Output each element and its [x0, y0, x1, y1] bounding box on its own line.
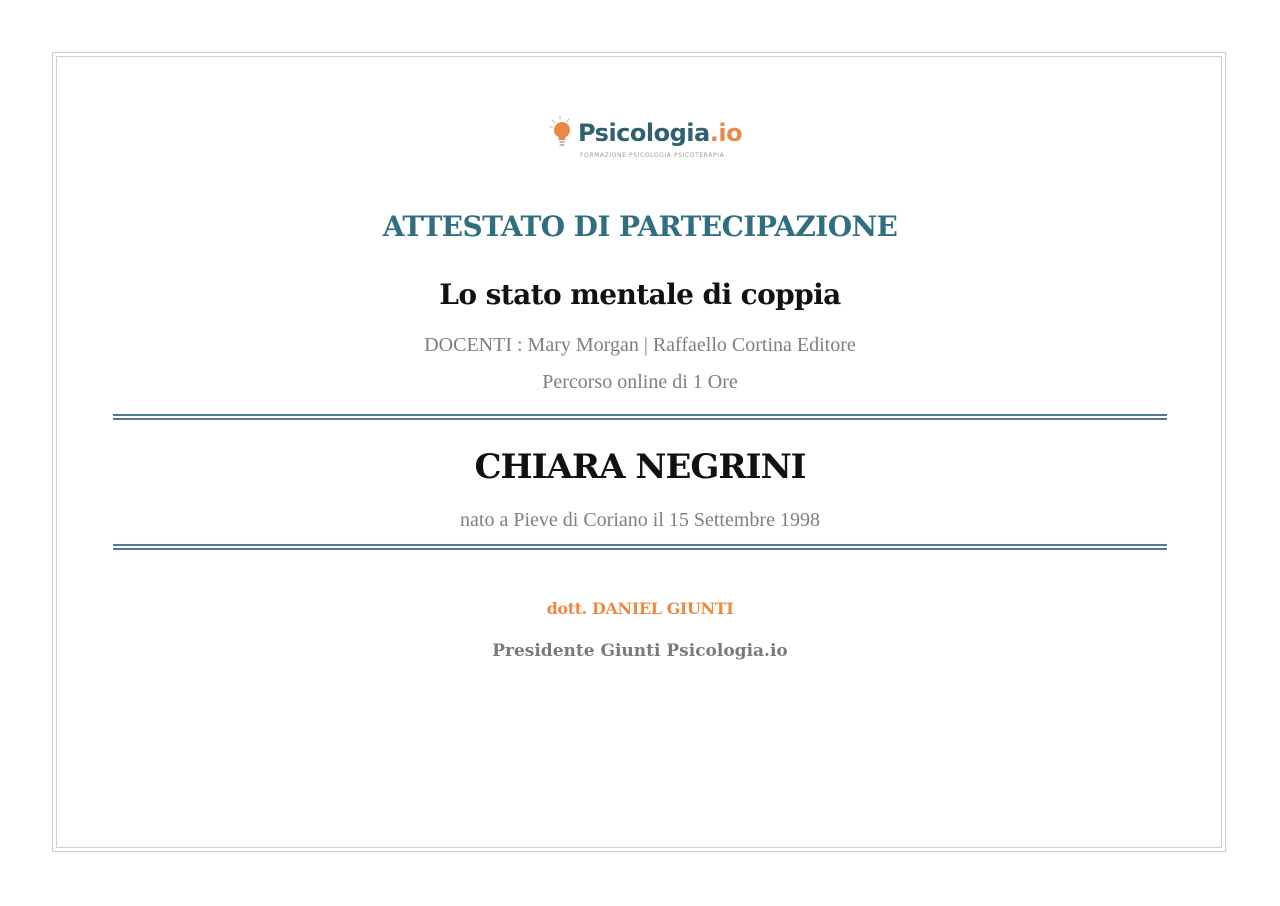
participant-birth-info: nato a Pieve di Coriano il 15 Settembre 1998 [460, 509, 820, 531]
top-divider-line-1 [113, 414, 1167, 416]
bottom-divider-line-1 [113, 544, 1167, 546]
top-divider-line-2 [113, 418, 1167, 420]
lightbulb-icon [548, 114, 576, 148]
logo-tagline: FORMAZIONE PSICOLOGIA PSICOTERAPIA [580, 152, 725, 159]
course-duration: Percorso online di 1 Ore [542, 371, 738, 393]
certificate-title: ATTESTATO DI PARTECIPAZIONE [382, 210, 898, 243]
course-title: Lo stato mentale di coppia [439, 278, 841, 311]
logo-wordmark [578, 118, 742, 148]
psicologia-logo [548, 114, 743, 164]
logo-brand-main: Psicologia [578, 119, 710, 147]
bottom-divider-line-2 [113, 548, 1167, 550]
signer-name: dott. DANIEL GIUNTI [546, 599, 734, 618]
course-teachers: DOCENTI : Mary Morgan | Raffaello Cortina Editore [424, 334, 856, 356]
signer-role: Presidente Giunti Psicologia.io [492, 641, 788, 661]
logo-brand-suffix: .io [709, 119, 743, 147]
participant-name: CHIARA NEGRINI [474, 447, 806, 487]
